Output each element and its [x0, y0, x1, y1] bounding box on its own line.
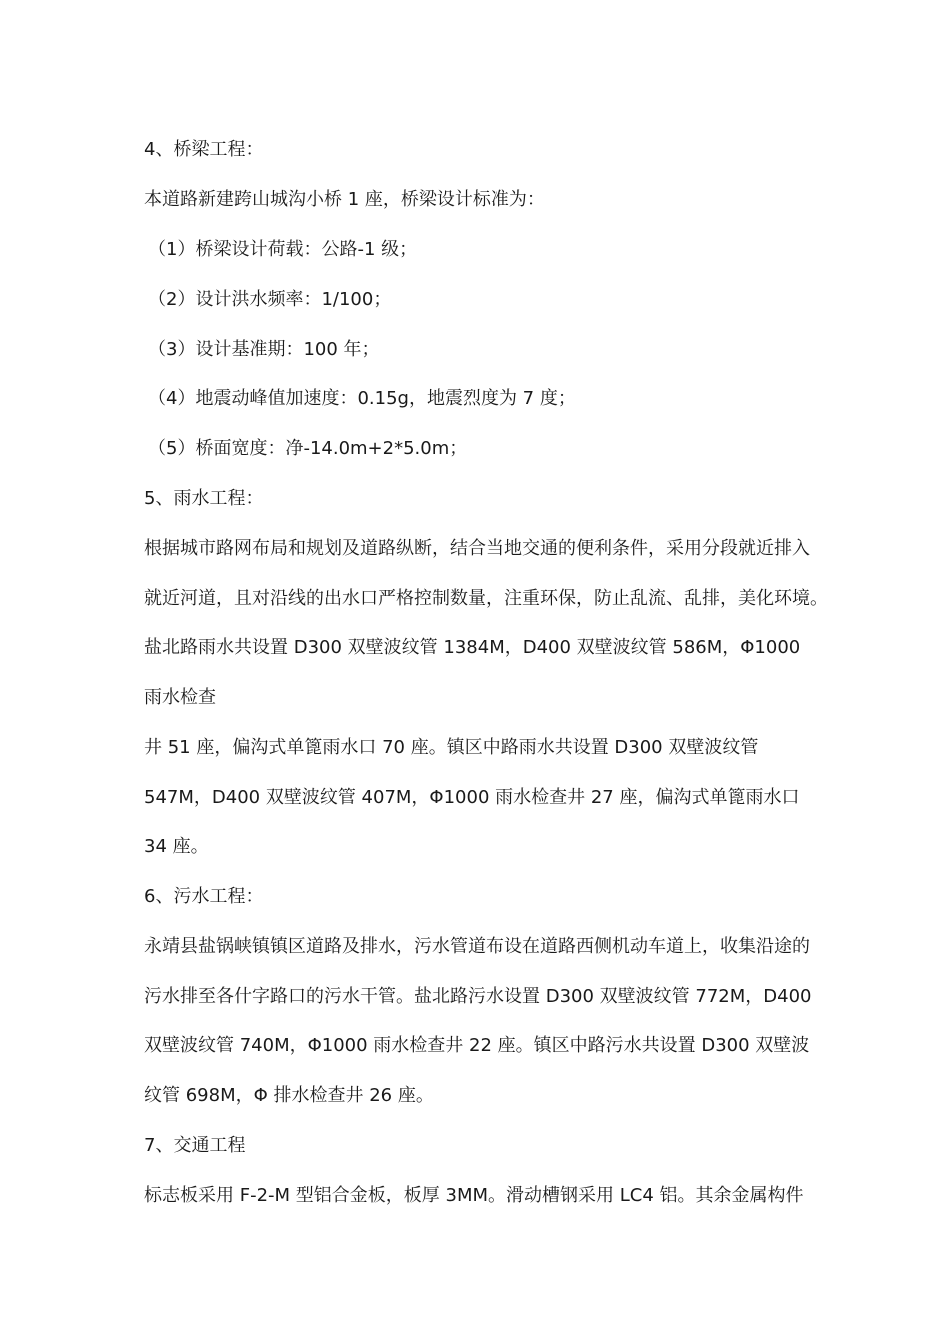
section-heading-rain: 5、雨水工程： — [144, 488, 264, 509]
section-heading-traffic: 7、交通工程 — [144, 1135, 246, 1156]
rain-line-5: 井 51 座，偏沟式单篦雨水口 70 座。镇区中路雨水共设置 D300 双壁波纹管 — [144, 737, 759, 758]
bridge-item-2: （2）设计洪水频率：1/100； — [148, 289, 392, 310]
bridge-intro: 本道路新建跨山城沟小桥 1 座，桥梁设计标准为： — [144, 189, 545, 210]
rain-line-6: 547M，D400 双壁波纹管 407M，Φ1000 雨水检查井 27 座，偏沟式单篦雨水口 — [144, 787, 800, 808]
sewage-line-3: 双壁波纹管 740M，Φ1000 雨水检查井 22 座。镇区中路污水共设置 D300 双壁波 — [144, 1035, 810, 1056]
rain-line-4: 雨水检查 — [144, 687, 216, 708]
traffic-line-1: 标志板采用 F-2-M 型铝合金板，板厚 3MM。滑动槽钢采用 LC4 铝。其余金属构件 — [144, 1185, 804, 1206]
rain-line-2: 就近河道，且对沿线的出水口严格控制数量，注重环保，防止乱流、乱排，美化环境。 — [144, 588, 828, 609]
section-heading-bridge: 4、桥梁工程： — [144, 139, 264, 160]
sewage-line-2: 污水排至各什字路口的污水干管。盐北路污水设置 D300 双壁波纹管 772M，D400 — [144, 986, 812, 1007]
rain-line-3: 盐北路雨水共设置 D300 双壁波纹管 1384M，D400 双壁波纹管 586M，Φ1000 — [144, 637, 801, 658]
section-heading-sewage: 6、污水工程： — [144, 886, 264, 907]
rain-line-1: 根据城市路网布局和规划及道路纵断，结合当地交通的便利条件，采用分段就近排入 — [144, 538, 810, 559]
sewage-line-4: 纹管 698M，Φ 排水检查井 26 座。 — [144, 1085, 434, 1106]
bridge-item-1: （1）桥梁设计荷载：公路-1 级； — [148, 239, 418, 260]
bridge-item-4: （4）地震动峰值加速度：0.15g，地震烈度为 7 度； — [148, 388, 576, 409]
sewage-line-1: 永靖县盐锅峡镇镇区道路及排水，污水管道布设在道路西侧机动车道上，收集沿途的 — [144, 936, 810, 957]
rain-line-7: 34 座。 — [144, 836, 209, 857]
bridge-item-3: （3）设计基准期：100 年； — [148, 339, 380, 360]
bridge-item-5: （5）桥面宽度：净-14.0m+2*5.0m； — [148, 438, 468, 459]
